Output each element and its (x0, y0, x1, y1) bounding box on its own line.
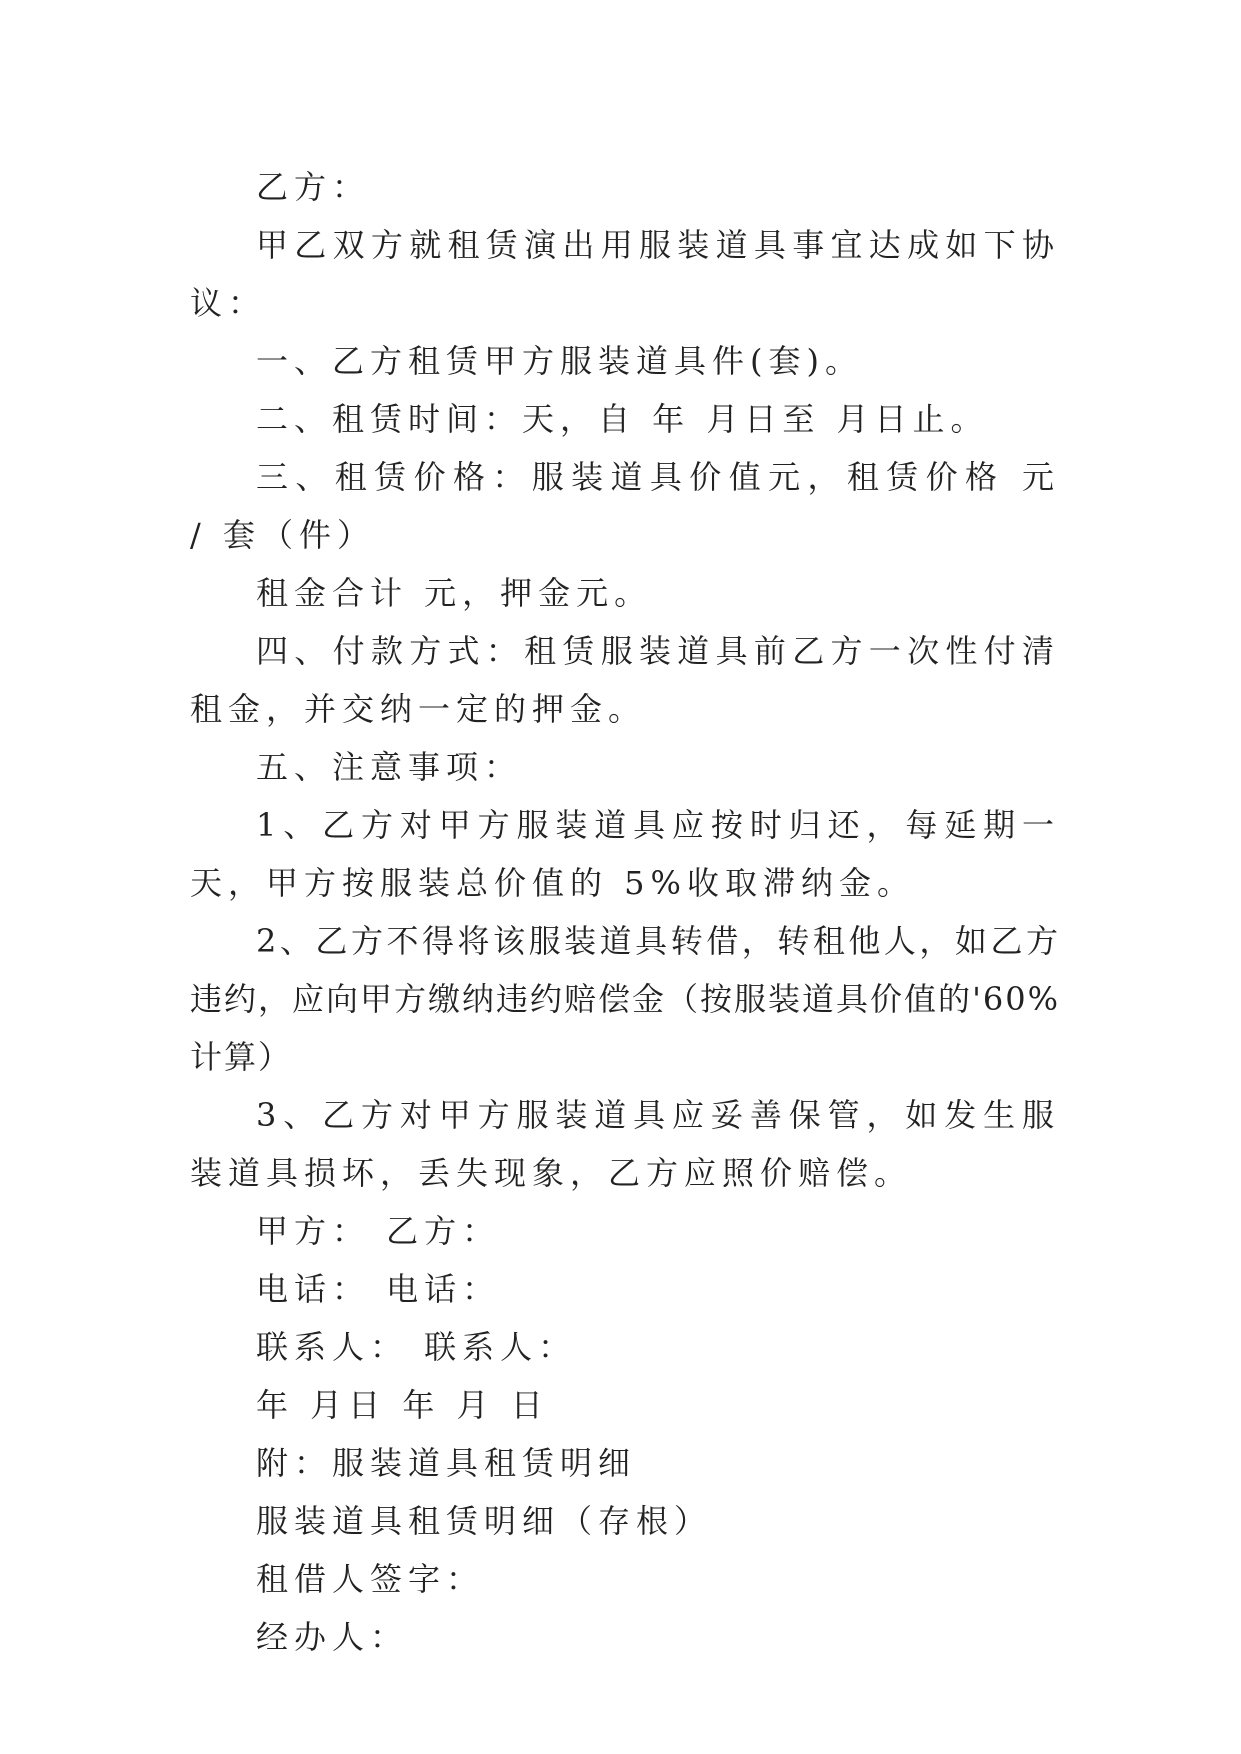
agreement-body (190, 158, 1060, 1666)
note-1-late-return: 1、乙方对甲方服装道具应按时归还，每延期一天，甲方按服装总价值的 5%收取滞纳金。 (190, 806, 1060, 902)
signature-parties: 甲方： 乙方： (256, 1212, 501, 1250)
signature-phones: 电话： 电话： (256, 1270, 501, 1308)
attachment-stub-title: 服装道具租赁明细（存根） (256, 1502, 713, 1540)
signature-dates: 年 月日 年 月 日 (256, 1386, 549, 1424)
signature-contacts: 联系人： 联系人： (256, 1328, 577, 1366)
rent-total: 租金合计 元，押金元。 (256, 574, 653, 612)
clause-1-quantity: 一、乙方租赁甲方服装道具件(套)。 (256, 342, 863, 380)
note-3-custody: 3、乙方对甲方服装道具应妥善保管，如发生服装道具损坏，丢失现象，乙方应照价赔偿。 (190, 1096, 1060, 1192)
clause-3-price: 三、租赁价格：服装道具价值元，租赁价格 元 / 套（件） (190, 458, 1060, 554)
handler-signature: 经办人： (256, 1618, 409, 1656)
clause-4-payment: 四、付款方式：租赁服装道具前乙方一次性付清租金，并交纳一定的押金。 (190, 632, 1060, 728)
agreement-intro: 甲乙双方就租赁演出用服装道具事宜达成如下协议： (190, 226, 1060, 322)
attachment-title: 附：服装道具租赁明细 (256, 1444, 637, 1482)
party-b-heading: 乙方： (256, 168, 371, 206)
clause-5-notes-heading: 五、注意事项： (256, 748, 523, 786)
note-2-no-sublease: 2、乙方不得将该服装道具转借，转租他人，如乙方违约，应向甲方缴纳违约赔偿金（按服装道具价值的'60%计算） (190, 922, 1060, 1076)
clause-2-period: 二、租赁时间：天，自 年 月日至 月日止。 (256, 400, 989, 438)
borrower-signature: 租借人签字： (256, 1560, 485, 1598)
